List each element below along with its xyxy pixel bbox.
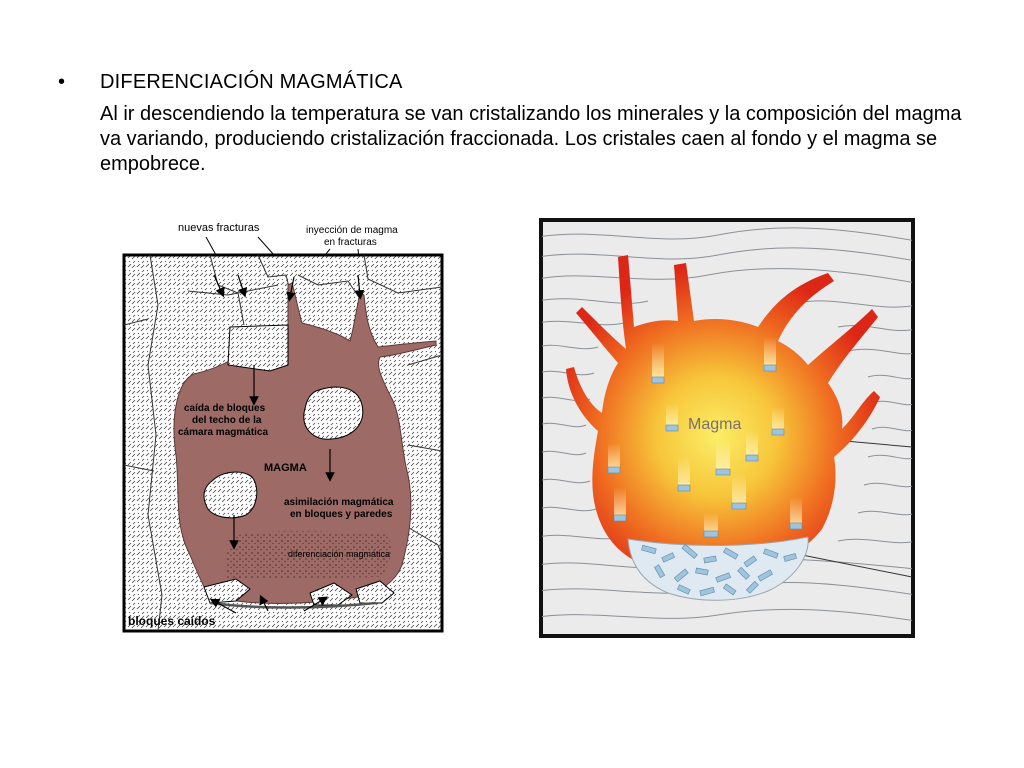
label-inyeccion-2: en fracturas — [324, 237, 377, 248]
falling-crystal-5 — [608, 443, 620, 473]
label-asimilacion-1: asimilación magmática — [284, 497, 394, 508]
magma-chamber-svg — [118, 215, 448, 635]
magma-chamber-diagram — [118, 215, 448, 635]
falling-crystal-12 — [790, 497, 802, 529]
label-caida-2: del techo de la — [192, 415, 262, 426]
label-magma-right: Magma — [688, 416, 742, 433]
label-caida-3: cámara magmática — [178, 427, 269, 438]
slide-heading: DIFERENCIACIÓN MAGMÁTICA — [100, 71, 403, 93]
falling-crystal-4 — [772, 407, 784, 435]
label-diferenciacion: diferenciación magmática — [288, 549, 391, 559]
label-magma-left: MAGMA — [264, 462, 307, 474]
falling-crystal-9 — [732, 473, 746, 509]
falling-crystal-7 — [746, 431, 758, 461]
fracture-leader-lines — [206, 237, 274, 255]
falling-crystal-6 — [716, 439, 730, 475]
bullet-marker: • — [58, 71, 66, 93]
label-bloques-caidos: bloques caídos — [128, 614, 216, 628]
slide-body-text: Al ir descendiendo la temperatura se van cristalizando los minerales y la composición del magma va variando, produciendo cristalización fraccionada. Los cristales caen al fondo y el magma se empobrece. — [100, 103, 962, 175]
label-caida-1: caída de bloques — [184, 403, 266, 414]
label-asimilacion-2: en bloques y paredes — [290, 509, 393, 520]
falling-crystal-8 — [678, 457, 690, 491]
magma-crystallization-diagram — [538, 217, 916, 639]
falling-crystal-10 — [614, 487, 626, 521]
roof-block — [228, 325, 288, 371]
falling-crystal-11 — [704, 513, 718, 537]
label-nuevas-fracturas: nuevas fracturas — [178, 222, 260, 234]
falling-crystal-2 — [764, 337, 776, 371]
falling-crystal-3 — [666, 403, 678, 431]
xenolith-block-1 — [304, 387, 363, 439]
magma-crystallization-svg — [538, 217, 916, 639]
falling-crystal-1 — [652, 343, 664, 383]
label-inyeccion-1: inyección de magma — [306, 225, 398, 236]
